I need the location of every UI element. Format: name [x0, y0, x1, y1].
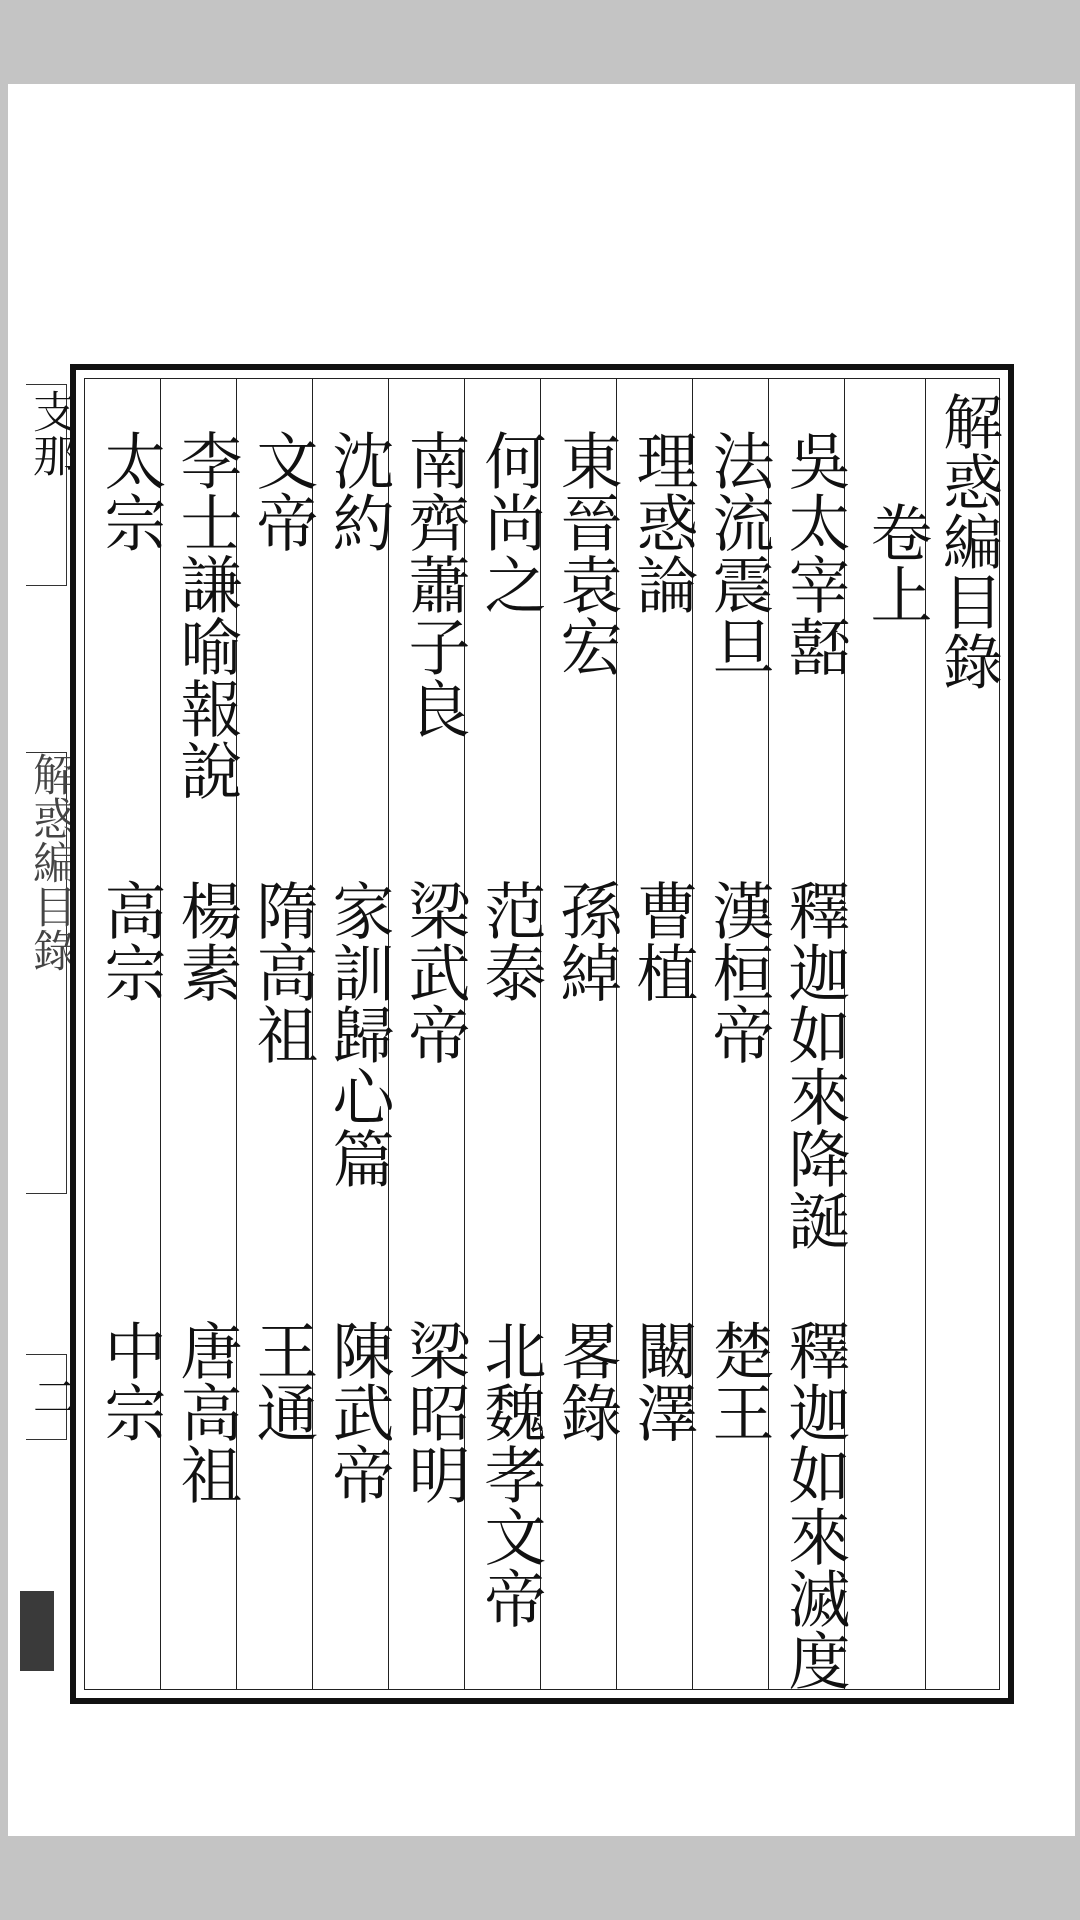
toc-entry: 王通 [246, 1319, 319, 1443]
margin-side-label: 解惑編目錄 [25, 752, 76, 972]
toc-entry: 何尚之 [474, 429, 547, 615]
frame-inner-border [84, 378, 1003, 1691]
page-frame [70, 364, 1014, 1704]
toc-entry: 釋迦如來滅度 [778, 1319, 851, 1691]
margin-top-label: 支那 [25, 389, 76, 477]
toc-entry: 文帝 [246, 429, 319, 553]
toc-entry: 漢桓帝 [702, 879, 775, 1065]
toc-entry: 孫綽 [550, 879, 623, 1003]
toc-entry: 范泰 [474, 879, 547, 1003]
toc-entry: 理惑論 [626, 429, 699, 615]
toc-entry: 楊素 [170, 879, 243, 1003]
toc-entry: 中宗 [94, 1319, 167, 1443]
toc-entry: 北魏孝文帝 [474, 1319, 547, 1629]
toc-entry: 梁武帝 [398, 879, 471, 1065]
toc-entry: 釋迦如來降誕 [778, 879, 851, 1251]
toc-entry: 曹植 [626, 879, 699, 1003]
toc-entry: 東晉袁宏 [550, 429, 623, 677]
toc-entry: 楚王 [702, 1319, 775, 1443]
ink-block [20, 1591, 54, 1671]
toc-entry: 法流震旦 [702, 429, 775, 677]
toc-entry: 李士謙喻報說 [170, 429, 243, 801]
toc-entry: 家訓歸心篇 [322, 879, 395, 1189]
toc-entry: 隋高祖 [246, 879, 319, 1065]
document-page [8, 84, 1075, 1836]
toc-entry: 梁昭明 [398, 1319, 471, 1505]
toc-entry: 陳武帝 [322, 1319, 395, 1505]
toc-entry: 太宗 [94, 429, 167, 553]
toc-entry: 高宗 [94, 879, 167, 1003]
margin-page-number: 二 [25, 1374, 76, 1418]
toc-title: 解惑編目錄 [933, 391, 1003, 691]
column-rule [160, 379, 161, 1689]
toc-entry: 吳太宰嚭 [778, 429, 851, 677]
toc-entry: 畧錄 [550, 1319, 623, 1443]
toc-entry: 闞澤 [626, 1319, 699, 1443]
toc-entry: 沈約 [322, 429, 395, 553]
toc-volume: 卷上 [860, 501, 933, 625]
toc-entry: 南齊蕭子良 [398, 429, 471, 739]
toc-entry: 唐高祖 [170, 1319, 243, 1505]
